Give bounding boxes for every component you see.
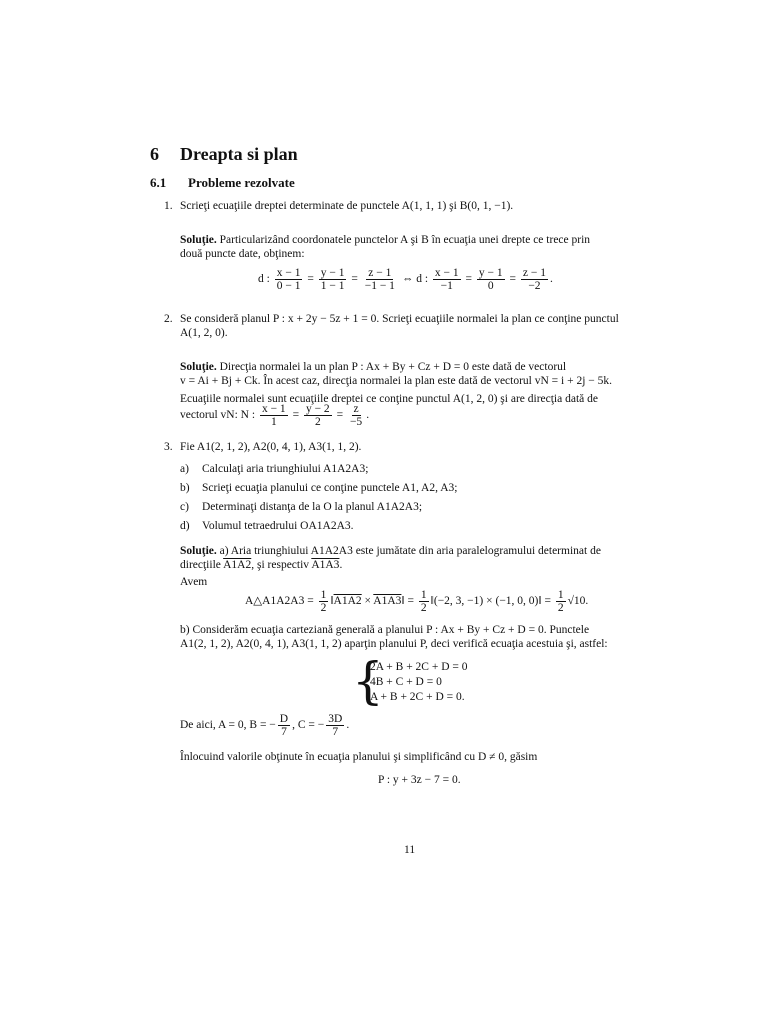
solution-heading: Soluţie.: [180, 545, 217, 557]
fraction: [260, 403, 288, 428]
cross-sign: ×: [364, 595, 372, 608]
numerator: 1: [420, 589, 427, 601]
item-label: d): [180, 520, 190, 532]
problem-1-equation: [258, 267, 553, 292]
cross-product-text: ‖(−2, 3, −1) × (−1, 0, 0)‖ =: [430, 595, 551, 608]
denominator: −1 − 1: [364, 280, 395, 292]
problem-1-label: 1.: [164, 200, 173, 212]
solution-heading: Soluţie.: [180, 361, 217, 373]
page-number: 11: [404, 844, 416, 856]
system-equation: A + B + 2C + D = 0.: [370, 691, 465, 703]
denominator: −1: [440, 280, 453, 292]
denominator: 7: [332, 726, 339, 738]
problem-3-solution-line: [180, 544, 601, 558]
numerator: y − 1: [478, 267, 503, 279]
de-aici-line: [180, 713, 349, 738]
equals-sign: =: [292, 409, 300, 422]
denominator: 2: [557, 602, 564, 614]
problem-2-normal-equation: [180, 403, 369, 428]
vector-a1a2: A1A2: [223, 559, 252, 571]
fraction: [275, 267, 303, 292]
problem-2-statement-line2: A(1, 2, 0).: [180, 327, 228, 339]
equals-sign: =: [351, 273, 358, 286]
system-equation: 4B + C + D = 0: [370, 676, 442, 688]
text: direcţiile: [180, 559, 221, 571]
numerator: x − 1: [434, 267, 459, 279]
problem-2-statement-line1: Se consideră planul P : x + 2y − 5z + 1 = 0. Scrieţi ecuaţiile normalei la plan ce conţine punctul: [180, 313, 619, 325]
fraction: [319, 267, 347, 292]
numerator: 3D: [328, 713, 343, 725]
fraction: [477, 267, 505, 292]
item-text: Volumul tetraedrului OA1A2A3.: [202, 520, 354, 532]
numerator: D: [279, 713, 289, 725]
system-brace: {: [352, 652, 384, 710]
norm-bar: ‖ =: [401, 595, 415, 608]
norm-bar: ‖: [330, 595, 334, 608]
denominator: 0 − 1: [276, 280, 301, 292]
problem-3-statement: Fie A1(2, 1, 2), A2(0, 4, 1), A3(1, 1, 2).: [180, 441, 362, 453]
denominator: 0: [487, 280, 494, 292]
result-equation: P : y + 3z − 7 = 0.: [378, 774, 461, 786]
solution-heading: Soluţie.: [180, 234, 217, 246]
problem-3-label: 3.: [164, 441, 173, 453]
subsection-number: 6.1: [150, 175, 167, 190]
equivalence-sign: ⇔ d :: [401, 273, 429, 286]
fraction: [304, 403, 332, 428]
problem-1-solution-line: [180, 233, 590, 247]
vector-a1a3: A1A3: [373, 595, 402, 608]
solution-text: Particularizând coordonatele punctelor A şi B în ecuaţia unei drepte ce trece prin: [219, 234, 591, 246]
fraction: [521, 267, 548, 292]
problem-1-solution-line2: două puncte date, obţinem:: [180, 248, 305, 260]
problem-2-solution-line: [180, 360, 566, 374]
denominator: 1: [270, 416, 277, 428]
problem-2-solution-line3: Ecuaţiile normalei sunt ecuaţiile dreptei ce conţine punctul A(1, 2, 0) şi are direcţia dată de: [180, 393, 598, 405]
numerator: x − 1: [276, 267, 301, 279]
vector-prefix: vectorul vN: N :: [180, 409, 256, 422]
denominator: 2: [314, 416, 321, 428]
denominator: 7: [281, 726, 287, 738]
list-item: [180, 501, 422, 513]
eq-d-prefix: d :: [258, 273, 270, 286]
equals-sign: =: [509, 273, 517, 286]
list-item: [180, 482, 457, 494]
text: , C = −: [292, 719, 325, 732]
item-text: Determinaţi distanţa de la O la planul A1A2A3;: [202, 501, 423, 513]
fraction: [319, 589, 329, 614]
solution-text: Direcţia normalei la un plan P : Ax + By + Cz + D = 0 este dată de vectorul: [219, 361, 567, 373]
section-number: 6: [150, 144, 159, 164]
item-label: c): [180, 501, 189, 513]
fraction: [278, 713, 290, 738]
fraction: [348, 403, 364, 428]
section-heading: [150, 144, 298, 165]
area-lhs: A△A1A2A3 =: [245, 595, 314, 608]
denominator: −2: [528, 280, 541, 292]
problem-1-statement: Scrieţi ecuaţiile dreptei determinate de punctele A(1, 1, 1) şi B(0, 1, −1).: [180, 200, 514, 212]
solution-text: a) Aria triunghiului A1A2A3 este jumătate din aria paralelogramului determinat de: [219, 545, 601, 557]
item-text: Calculaţi aria triunghiului A1A2A3;: [202, 463, 369, 475]
period: .: [346, 719, 350, 732]
text: De aici, A = 0, B = −: [180, 719, 276, 732]
text: , şi respectiv: [251, 559, 310, 571]
numerator: y − 2: [305, 403, 330, 415]
section-title: Dreapta si plan: [180, 144, 298, 164]
period: .: [549, 273, 553, 286]
subsection-heading: [150, 175, 295, 191]
numerator: y − 1: [320, 267, 345, 279]
denominator: 1 − 1: [320, 280, 345, 292]
denominator: −5: [349, 416, 363, 428]
item-label: b): [180, 482, 190, 494]
denominator: 2: [320, 602, 327, 614]
list-item: [180, 463, 368, 475]
list-item: [180, 520, 354, 532]
equals-sign: =: [465, 273, 473, 286]
inlocuind-line: Înlocuind valorile obţinute în ecuaţia planului şi simplificând cu D ≠ 0, găsim: [180, 751, 538, 763]
numerator: x − 1: [261, 403, 286, 415]
period: .: [366, 409, 370, 422]
fraction: [556, 589, 566, 614]
fraction: [363, 267, 397, 292]
denominator: 2: [420, 602, 427, 614]
problem-3-b-line2: A1(2, 1, 2), A2(0, 4, 1), A3(1, 1, 2) aparţin planului P, deci verifică ecuaţia acestuia şi, astfel:: [180, 638, 608, 650]
fraction: [326, 713, 344, 738]
area-equation: [245, 589, 588, 614]
problem-2-solution-line2: v = Ai + Bj + Ck. În acest caz, direcţia normalei la plan este dată de vectorul vN = i + 2j − 5k.: [180, 375, 613, 387]
numerator: 1: [557, 589, 564, 601]
numerator: z: [353, 403, 359, 415]
problem-3-solution-line2: [180, 558, 342, 572]
vector-a1a2: A1A2: [333, 595, 362, 608]
problem-2-label: 2.: [164, 313, 173, 325]
system-equation: 2A + B + 2C + D = 0: [370, 661, 468, 673]
problem-3-b-line1: b) Considerăm ecuaţia carteziană generală a planului P : Ax + By + Cz + D = 0. Punctele: [180, 624, 590, 636]
subsection-title: Probleme rezolvate: [188, 175, 295, 190]
equals-sign: =: [336, 409, 344, 422]
vector-a1a3: A1A3: [311, 559, 340, 571]
item-text: Scrieţi ecuaţia planului ce conţine punctele A1, A2, A3;: [202, 482, 458, 494]
period: .: [339, 559, 343, 571]
fraction: [419, 589, 429, 614]
numerator: 1: [320, 589, 327, 601]
fraction: [433, 267, 461, 292]
item-label: a): [180, 463, 189, 475]
numerator: z − 1: [368, 267, 392, 279]
avem-label: Avem: [180, 576, 208, 588]
numerator: z − 1: [522, 267, 546, 279]
equals-sign: =: [307, 273, 314, 286]
area-result: √10.: [567, 595, 589, 608]
